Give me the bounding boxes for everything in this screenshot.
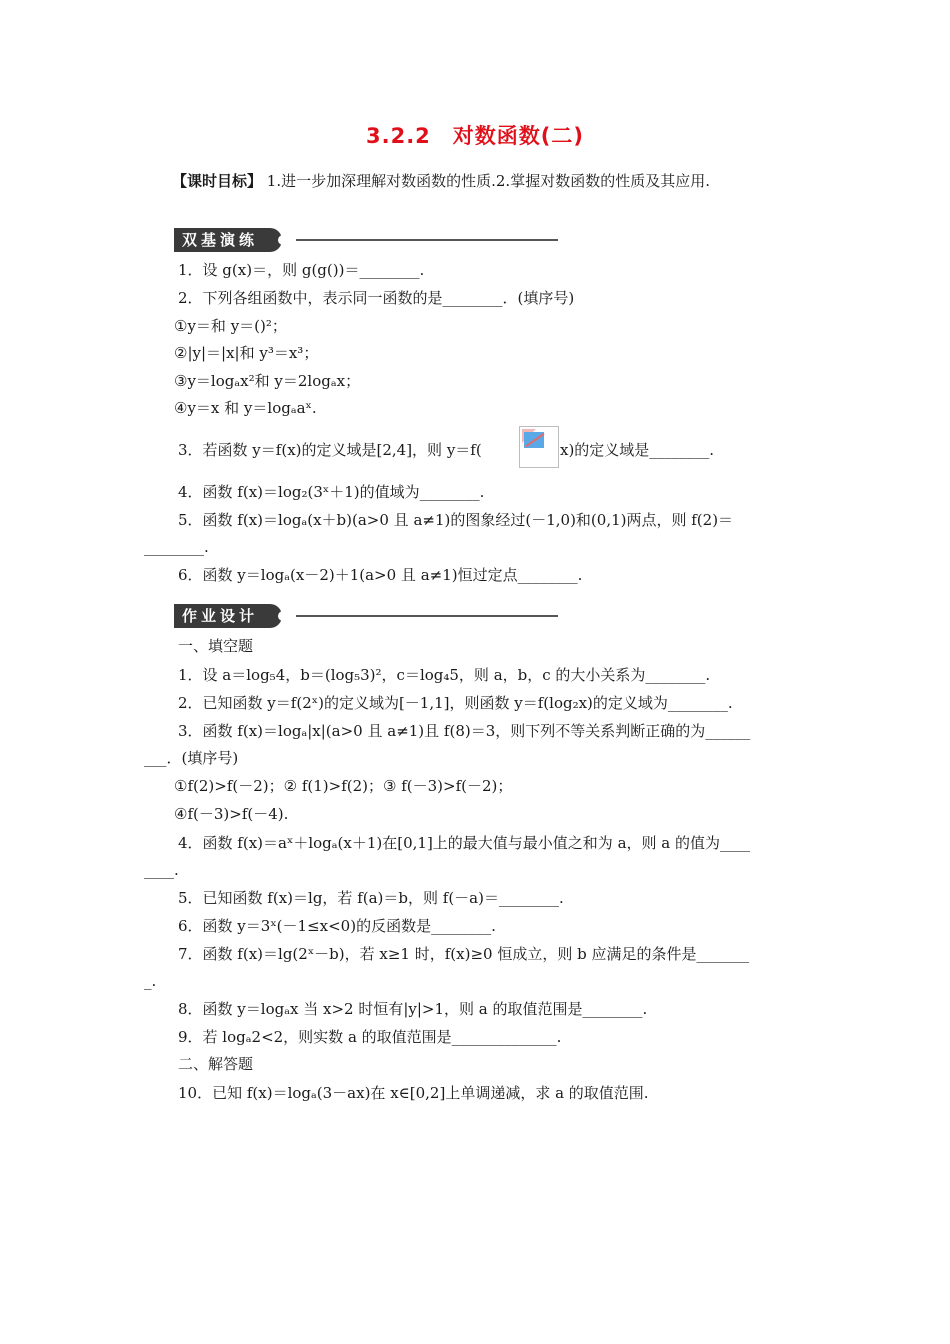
exercise-line: 4．函数 f(x)＝log₂(3ˣ＋1)的值域为________. bbox=[178, 483, 485, 501]
exercise-line: 10．已知 f(x)＝logₐ(3－ax)在 x∈[0,2]上单调递减，求 a 的取值范围. bbox=[178, 1084, 649, 1102]
exercise-line: 2．已知函数 y＝f(2ˣ)的定义域为[－1,1]，则函数 y＝f(log₂x)的定义域为________. bbox=[178, 694, 733, 712]
exercise-line: 6．函数 y＝3ˣ(－1≤x<0)的反函数是________. bbox=[178, 917, 496, 935]
exercise-line-continued: ________. bbox=[144, 538, 209, 556]
exercise-line-continued: ___．(填序号) bbox=[144, 749, 239, 767]
exercise-line: 1．设 a＝log₅4，b＝(log₅3)²，c＝log₄5，则 a，b，c 的大小关系为________. bbox=[178, 666, 711, 684]
exercise-line: 3．若函数 y＝f(x)的定义域是[2,4]，则 y＝f( bbox=[178, 441, 482, 459]
page-title: 3.2.2 对数函数(二) bbox=[366, 124, 584, 148]
exercise-line: 5．已知函数 f(x)＝lg，若 f(a)＝b，则 f(－a)＝________. bbox=[178, 889, 564, 907]
exercise-option: ④y＝x 和 y＝logₐaˣ. bbox=[174, 399, 317, 417]
goals-label: 【课时目标】 bbox=[172, 172, 263, 190]
exercise-line-continued: ____. bbox=[144, 861, 179, 879]
exercise-line: 3．函数 f(x)＝logₐ|x|(a>0 且 a≠1)且 f(8)＝3，则下列不等关系判断正确的为______ bbox=[178, 722, 751, 740]
bullet-dot-icon bbox=[278, 611, 288, 621]
lesson-goals bbox=[172, 170, 710, 191]
exercise-line: 5．函数 f(x)＝logₐ(x＋b)(a>0 且 a≠1)的图象经过(－1,0)和(0,1)两点，则 f(2)＝ bbox=[178, 511, 734, 529]
exercise-line: 9．若 logₐ2<2，则实数 a 的取值范围是______________. bbox=[178, 1028, 562, 1046]
exercise-line: 8．函数 y＝logₐx 当 x>2 时恒有|y|>1，则 a 的取值范围是________. bbox=[178, 1000, 648, 1018]
exercise-option: ④f(－3)>f(－4). bbox=[174, 805, 289, 823]
goals-text: 1.进一步加深理解对数函数的性质.2.掌握对数函数的性质及其应用. bbox=[266, 172, 710, 190]
section-title-homework bbox=[174, 604, 282, 628]
section-title-basic-practice bbox=[174, 228, 282, 252]
section-title-text: 作业设计 bbox=[182, 607, 259, 625]
exercise-line-continued: _. bbox=[144, 972, 157, 990]
subsection-heading: 二、解答题 bbox=[178, 1055, 254, 1073]
section-rule bbox=[296, 239, 558, 241]
exercise-line: 4．函数 f(x)＝aˣ＋logₐ(x＋1)在[0,1]上的最大值与最小值之和为 a，则 a 的值为____ bbox=[178, 834, 751, 852]
exercise-line: 7．函数 f(x)＝lg(2ˣ－b)，若 x≥1 时，f(x)≥0 恒成立，则 b 应满足的条件是_______ bbox=[178, 945, 749, 963]
exercise-line: 2．下列各组函数中，表示同一函数的是________．(填序号) bbox=[178, 289, 575, 307]
exercise-option: ②|y|＝|x|和 y³＝x³； bbox=[174, 344, 319, 362]
exercise-line-continued: x)的定义域是________. bbox=[560, 441, 715, 459]
exercise-option: ③y＝logₐx²和 y＝2logₐx； bbox=[174, 372, 361, 390]
section-header-basic-practice bbox=[174, 228, 558, 252]
section-rule bbox=[296, 615, 558, 617]
exercise-line: 6．函数 y＝logₐ(x－2)＋1(a>0 且 a≠1)恒过定点________. bbox=[178, 566, 583, 584]
section-title-text: 双基演练 bbox=[182, 231, 259, 249]
exercise-option: ①y＝和 y＝()²； bbox=[174, 317, 287, 335]
section-header-homework bbox=[174, 604, 558, 628]
bullet-dot-icon bbox=[278, 235, 288, 245]
subsection-heading: 一、填空题 bbox=[178, 637, 254, 655]
broken-image-icon bbox=[519, 426, 559, 468]
exercise-option: ①f(2)>f(－2)；② f(1)>f(2)；③ f(－3)>f(－2)； bbox=[174, 777, 513, 795]
exercise-line: 1．设 g(x)＝，则 g(g())＝________. bbox=[178, 261, 425, 279]
